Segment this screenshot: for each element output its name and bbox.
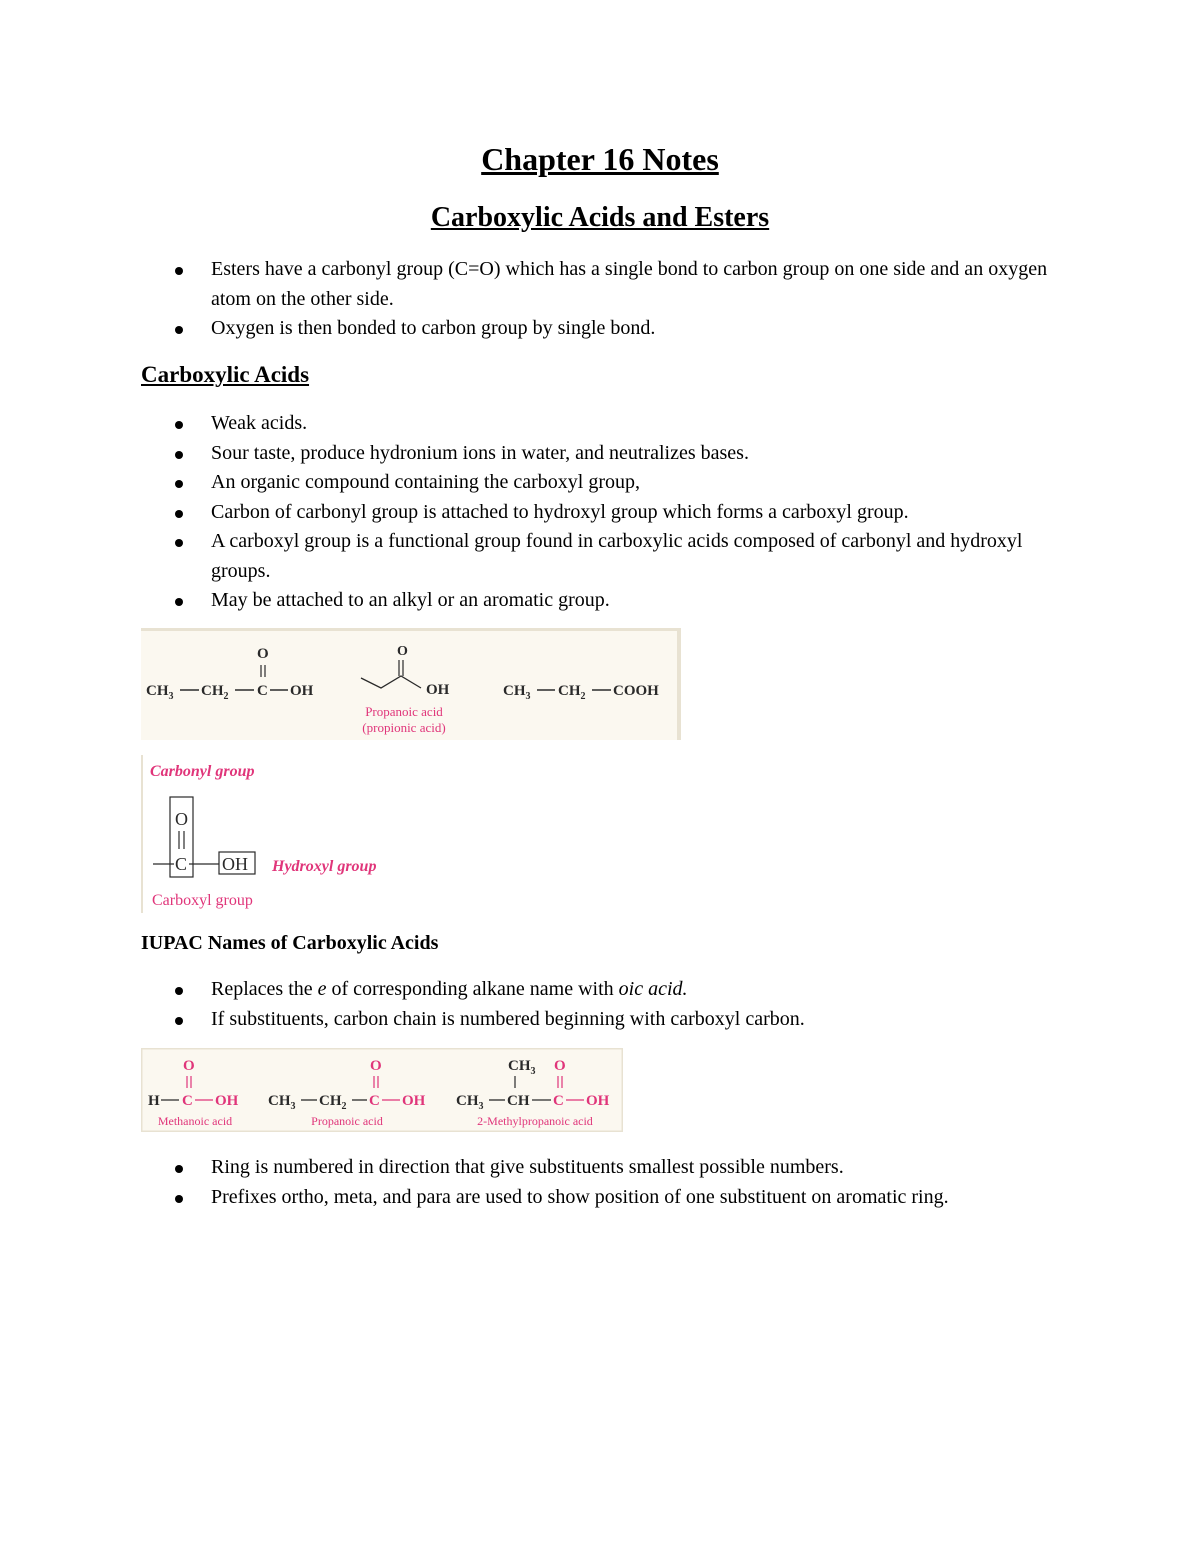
carboxyl-oxygen: O: [175, 809, 188, 829]
ch2-label: CH: [319, 1093, 342, 1109]
list-item: Esters have a carbonyl group (C=O) which has a single bond to carbon group on one side and an oxygen atom on the other side.: [141, 255, 1071, 314]
carbonyl-oxygen-a: O: [257, 646, 269, 662]
list-item-text: Replaces the: [211, 978, 318, 1000]
list-item-text: of corresponding alkane name with: [326, 978, 619, 1000]
subscript-3: 3: [530, 1066, 536, 1077]
methanoic-h: H: [148, 1093, 160, 1109]
list-item: May be attached to an alkyl or an aromatic group.: [141, 586, 1071, 616]
methylpropanoic-oh: OH: [586, 1093, 610, 1109]
methanoic-oxygen: O: [183, 1058, 195, 1074]
ch3-label: CH: [268, 1093, 291, 1109]
propanoic-carbon: C: [369, 1093, 380, 1109]
list-item: Oxygen is then bonded to carbon group by single bond.: [141, 314, 1071, 344]
list-item: A carboxyl group is a functional group found in carboxylic acids composed of carbonyl and hydroxyl groups.: [141, 527, 1071, 586]
section-heading-iupac: IUPAC Names of Carboxylic Acids: [141, 932, 439, 954]
propionic-acid-label: (propionic acid): [362, 720, 446, 735]
methanoic-carbon: C: [182, 1093, 193, 1109]
ch2-label: CH: [558, 683, 581, 699]
methylpropanoic-carbon: C: [553, 1093, 564, 1109]
hydroxyl-label-b: OH: [426, 682, 450, 698]
list-item-emphasis: e: [317, 978, 327, 1000]
propanoic-acid-label: Propanoic acid: [365, 704, 443, 719]
propanoic-acid-structures-figure: [141, 628, 681, 740]
carboxylic-acids-bullet-list: [141, 409, 1071, 616]
ch2-label: CH: [201, 683, 224, 699]
carboxyl-group-label: Carboxyl group: [152, 892, 253, 909]
list-item: Sour taste, produce hydronium ions in water, and neutralizes bases.: [141, 439, 1071, 469]
intro-bullet-list: [141, 255, 1071, 344]
subscript-3: 3: [525, 691, 531, 702]
propanoic-acid-label: Propanoic acid: [311, 1114, 383, 1128]
propanoic-oh: OH: [402, 1093, 426, 1109]
section-heading-carboxylic-acids: Carboxylic Acids: [141, 362, 310, 387]
list-item: Weak acids.: [141, 409, 1071, 439]
page-title: Chapter 16 Notes: [481, 141, 719, 177]
list-item: Prefixes ortho, meta, and para are used to show position of one substituent on aromatic ring.: [141, 1183, 1071, 1213]
list-item: Carbon of carbonyl group is attached to hydroxyl group which forms a carboxyl group.: [141, 498, 1071, 528]
carboxyl-group-diagram: [141, 755, 401, 913]
carboxyl-carbon: C: [175, 854, 188, 874]
list-item: An organic compound containing the carboxyl group,: [141, 468, 1071, 498]
ch3-label: CH: [503, 683, 526, 699]
hydroxyl-label-a: OH: [290, 683, 314, 699]
cooh-label: COOH: [613, 683, 659, 699]
iupac-examples-figure: [141, 1048, 623, 1132]
subscript-3: 3: [168, 691, 174, 702]
methanoic-oh: OH: [215, 1093, 239, 1109]
list-item-emphasis: oic acid.: [618, 978, 688, 1000]
list-item: If substituents, carbon chain is numbered beginning with carboxyl carbon.: [141, 1005, 1071, 1035]
subscript-2: 2: [223, 691, 229, 702]
hydroxyl-oh: OH: [222, 854, 248, 874]
ch3-label: CH: [146, 683, 169, 699]
subscript-2: 2: [580, 691, 586, 702]
subscript-2: 2: [341, 1101, 347, 1112]
carbon-label: C: [257, 683, 268, 699]
list-item: [141, 975, 1071, 1005]
carbonyl-group-label: Carbonyl group: [150, 763, 255, 780]
propanoic-oxygen: O: [370, 1058, 382, 1074]
subscript-3: 3: [478, 1101, 484, 1112]
methanoic-acid-label: Methanoic acid: [157, 1114, 233, 1128]
methylpropanoic-oxygen: O: [554, 1058, 566, 1074]
methylpropanoic-acid-label: 2-Methylpropanoic acid: [477, 1114, 593, 1128]
ring-numbering-bullet-list: [141, 1153, 1071, 1212]
list-item: Ring is numbered in direction that give substituents smallest possible numbers.: [141, 1153, 1071, 1183]
iupac-bullet-list: [141, 975, 1071, 1034]
ch3-label: CH: [508, 1058, 531, 1074]
carbonyl-oxygen-b: O: [397, 644, 408, 659]
page-subtitle: Carboxylic Acids and Esters: [430, 202, 770, 233]
hydroxyl-group-label: Hydroxyl group: [272, 858, 377, 875]
ch-label: CH: [507, 1093, 530, 1109]
subscript-3: 3: [290, 1101, 296, 1112]
ch3-label: CH: [456, 1093, 479, 1109]
